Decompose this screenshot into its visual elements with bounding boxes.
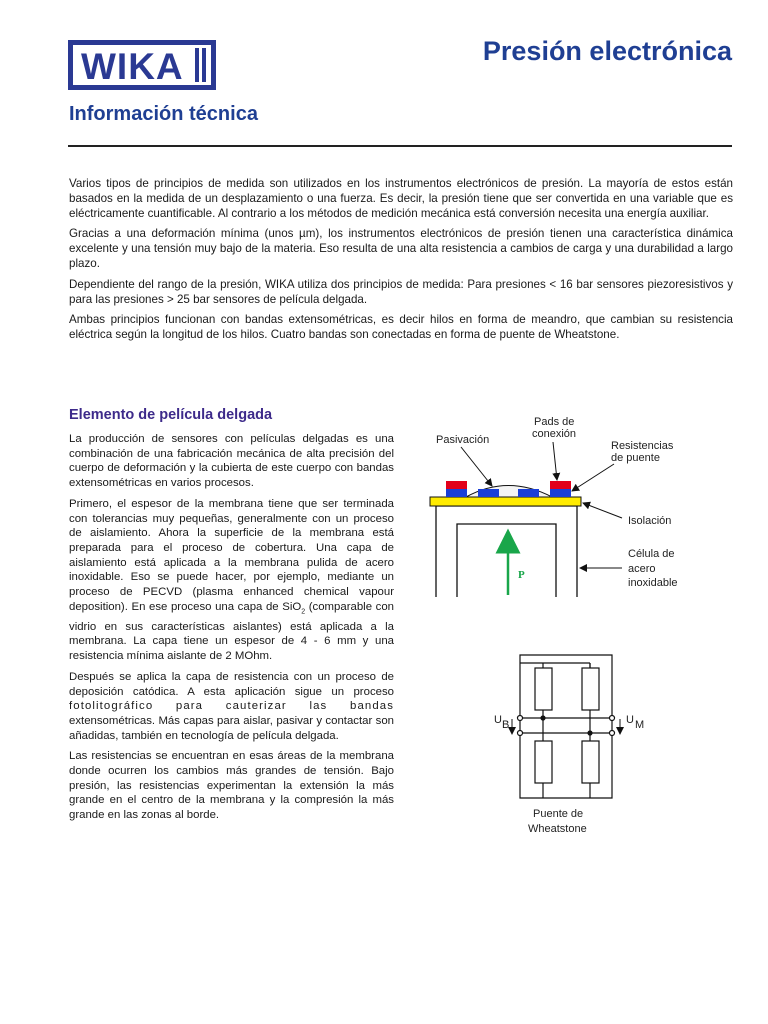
section-title: Elemento de película delgada [69,407,273,423]
section-paragraph: La producción de sensores con películas delgadas es una combinación de una fabricación mecánica de alta precisión del cuerpo de deformación y la cubierta de este cuerpo con bandas extensométricas en varios procesos. [69,433,394,490]
steel-cell-inner [457,524,556,597]
terminal [518,716,523,721]
pressure-label: P [518,569,525,581]
wheatstone-bridge-diagram [512,655,620,798]
intro-paragraph: Gracias a una deformación mínima (unos µm), los instrumentos electrónicos de presión tienen una característica dinámica excelente y una tensión muy bajo de la materia. Eso resulta de una alta resistencia a cambios de carga y una durabilidad a largo plazo. [69,227,733,270]
passivation-label: Pasivación [436,434,490,446]
um-label: U [626,714,634,726]
passivation-callout [461,447,492,486]
resistors-callout [572,464,614,491]
cell-label: inoxidable [628,577,678,589]
ub-label: U [494,714,502,726]
bridge-resistor [550,489,571,497]
paragraph-text: Después se aplica la capa de resistencia con un proceso de deposición catódica. A esta aplicación sigue un proceso [69,670,394,698]
thin-film-diagram [430,416,678,597]
connection-pad [550,481,571,489]
bridge-resistor-r3 [535,741,552,783]
cell-label: Célula de [628,548,675,560]
isolation-callout [583,503,622,518]
bridge-resistor-r4 [582,741,599,783]
terminal [518,731,523,736]
bridge-resistor-r2 [582,668,599,710]
bridge-caption: Wheatstone [528,823,587,835]
terminal [610,716,615,721]
junction [541,716,545,720]
logo-text: WIKA [81,46,184,87]
bridge-caption: Puente de [533,808,584,820]
pads-label: Pads de [534,416,575,428]
resistors-label: Resistencias [611,440,674,452]
bridge-resistor-r1 [535,668,552,710]
isolation-label: Isolación [628,515,672,527]
bridge-top-link [543,663,590,668]
um-subscript: M [635,719,645,731]
connection-pad [446,481,467,489]
bridge-resistor [446,489,467,497]
intro-paragraph: Dependiente del rango de la presión, WIKA utiliza dos principios de medida: Para presiones < 16 bar sensores piezoresistivos y para las presiones > 25 bar sensores de película delgada. [69,277,733,306]
paragraph-text: Primero, el espesor de la membrana tiene que ser terminada con tolerancias muy pequeñas, generalmente con un proceso de aislamiento. Ahora la superficie de la membrana está preparada para el proceso de cobertura. Una capa de aislamiento está aplicada a la membrana pulida de acero inoxidable. Eso se puede hacer, por ejemplo, mediante un proceso de PECVD (plasma enhanced chemical vapour deposition). En ese proceso una capa de SiO [69,497,394,613]
page-title: Presión electrónica [482,36,732,66]
resistors-label: de puente [611,452,660,464]
pads-label: conexión [532,428,577,440]
intro-paragraph: Varios tipos de principios de medida son utilizados en los instrumentos electrónicos de presión. La mayoría de estos están basados en la medida de un desplazamiento o una fuerza. Es decir, la presión tiene que ser convertida en una variable que es eléctricamente cuantificable. Al contrario a los métodos de medición mecánica está conversión necesita una energía auxiliar. [69,177,733,220]
junction [588,731,592,735]
intro-paragraph: Ambas principios funcionan con bandas extensométricas, es decir hilos en forma de meandro, que cambian su resistencia eléctrica según la longitud de los hilos. Cuatro bandas son conectadas en forma de puente de Wheatstone. [69,313,733,342]
page-subtitle: Información técnica [69,103,258,125]
isolation-layer [430,497,581,506]
subscript: 2 [301,608,306,616]
paragraph-text: extensométricas. Más capas para aislar, pasivar y contactar son añadidas, también en tecnología de película delgada. [69,714,394,742]
paragraph-text: (comparable con vidrio en sus características aislantes) está aplicada a la membrana. La capa tiene un espesor de 4 - 6 mm y una resistencia mínima aislante de 2 MOhm. [69,600,394,663]
pads-callout [553,442,557,480]
section-paragraph: Las resistencias se encuentran en esas áreas de la membrana donde ocurren los cambios más grandes de tensión. Bajo presión, las resistencias experimentan la extensión la más grande en el centro de la membrana y la compresión la más grande en las zonas al borde. [69,750,394,822]
cell-label: acero [628,563,656,575]
ub-subscript: B [502,719,510,731]
bridge-resistor [478,489,499,497]
bridge-resistor [518,489,539,497]
paragraph-text: fotolitográfico para cauterizar las bandas [69,700,394,713]
terminal [610,731,615,736]
